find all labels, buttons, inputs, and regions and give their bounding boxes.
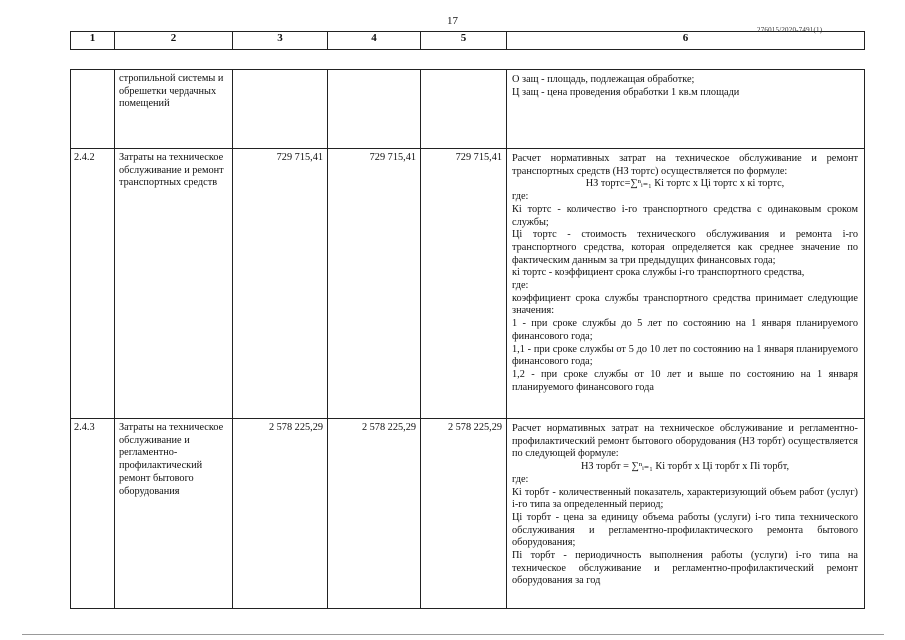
amount-year-2: 2 578 225,29 bbox=[328, 419, 421, 609]
cost-table bbox=[70, 69, 865, 609]
row-number: 2.4.2 bbox=[71, 149, 115, 419]
document-reference: 276015/2020-7491(1) bbox=[757, 26, 823, 34]
row-number: 2.4.3 bbox=[71, 419, 115, 609]
row-description bbox=[507, 419, 865, 609]
table-row bbox=[71, 70, 865, 149]
desc-line: Расчет нормативных затрат на техническое обслуживание и ремонт транспортных средств (НЗ тортс) осуществляется по формуле: bbox=[512, 153, 858, 177]
column-header: 1 bbox=[71, 32, 115, 50]
desc-line: О защ - площадь, подлежащая обработке; bbox=[512, 74, 695, 85]
amount-year-1: 729 715,41 bbox=[233, 149, 328, 419]
page-bottom-rule bbox=[22, 634, 884, 635]
column-header: 3 bbox=[233, 32, 328, 50]
desc-line: Ц защ - цена проведения обработки 1 кв.м площади bbox=[512, 86, 740, 98]
desc-line: где: bbox=[512, 473, 529, 485]
desc-line: 1,2 - при сроке службы от 10 лет и выше по состоянию на 1 января планируемого финансового года bbox=[512, 368, 858, 393]
row-number bbox=[71, 70, 115, 149]
amount-year-1 bbox=[233, 70, 328, 149]
column-header: 5 bbox=[421, 32, 507, 50]
row-name: Затраты на техническое обслуживание и ремонт транспортных средств bbox=[115, 149, 233, 419]
column-header: 2 bbox=[115, 32, 233, 50]
column-header: 4 bbox=[328, 32, 421, 50]
desc-line: Кі торбт - количественный показатель, характеризующий объем работ (услуг) і-го типа за определенный период; bbox=[512, 486, 858, 511]
row-name: Затраты на техническое обслуживание и регламентно-профилактический ремонт бытового оборудования bbox=[115, 419, 233, 609]
amount-year-3: 729 715,41 bbox=[421, 149, 507, 419]
desc-line: Пі торбт - периодичность выполнения работы (услуги) і-го типа на техническое обслуживание и регламентно-профилактический ремонт оборудования за год bbox=[512, 550, 858, 587]
table-row bbox=[71, 149, 865, 419]
formula: НЗ тортс=∑ⁿᵢ₌₁ Кі тортс х Ці тортс х кі тортс, bbox=[585, 178, 785, 190]
row-name: стропильной системы и обрешетки чердачных помещений bbox=[115, 70, 233, 149]
column-header: 6 bbox=[507, 32, 865, 50]
desc-line: 1 - при сроке службы до 5 лет по состоянию на 1 января планируемого финансового года; bbox=[512, 318, 858, 342]
desc-line: Расчет нормативных затрат на техническое обслуживание и регламентно-профилактический ремонт бытового оборудования (НЗ торбт) осуществляется по следующей формуле: bbox=[512, 423, 858, 460]
desc-line: Кі тортс - количество і-го транспортного средства с одинаковым сроком службы; bbox=[512, 203, 858, 228]
desc-line: где: bbox=[512, 191, 529, 203]
desc-line: кі тортс - коэффициент срока службы і-го транспортного средства, bbox=[512, 267, 805, 279]
amount-year-3 bbox=[421, 70, 507, 149]
desc-line: Ці тортс - стоимость технического обслуживания и ремонта і-го транспортного средства, которая определяется как среднее значение по фактическим данным за три предыдущих финансовых года; bbox=[512, 229, 858, 266]
page-number: 17 bbox=[447, 15, 458, 27]
amount-year-1: 2 578 225,29 bbox=[233, 419, 328, 609]
column-header-row bbox=[71, 32, 865, 50]
desc-line: Ці торбт - цена за единицу объема работы (услуги) і-го типа технического обслуживания и регламентно-профилактического ремонта бытового оборудования; bbox=[512, 511, 858, 549]
amount-year-2 bbox=[328, 70, 421, 149]
desc-line: коэффициент срока службы транспортного средства принимает следующие значения: bbox=[512, 292, 858, 317]
amount-year-3: 2 578 225,29 bbox=[421, 419, 507, 609]
formula: НЗ торбт = ∑ⁿᵢ₌₁ Кі торбт х Ці торбт х Пі торбт, bbox=[580, 461, 790, 473]
table-row bbox=[71, 419, 865, 609]
desc-line: 1,1 - при сроке службы от 5 до 10 лет по состоянию на 1 января планируемого финансового года; bbox=[512, 343, 858, 368]
desc-line: где: bbox=[512, 280, 529, 292]
column-header-table bbox=[70, 31, 865, 50]
row-description bbox=[507, 70, 865, 149]
row-description bbox=[507, 149, 865, 419]
amount-year-2: 729 715,41 bbox=[328, 149, 421, 419]
